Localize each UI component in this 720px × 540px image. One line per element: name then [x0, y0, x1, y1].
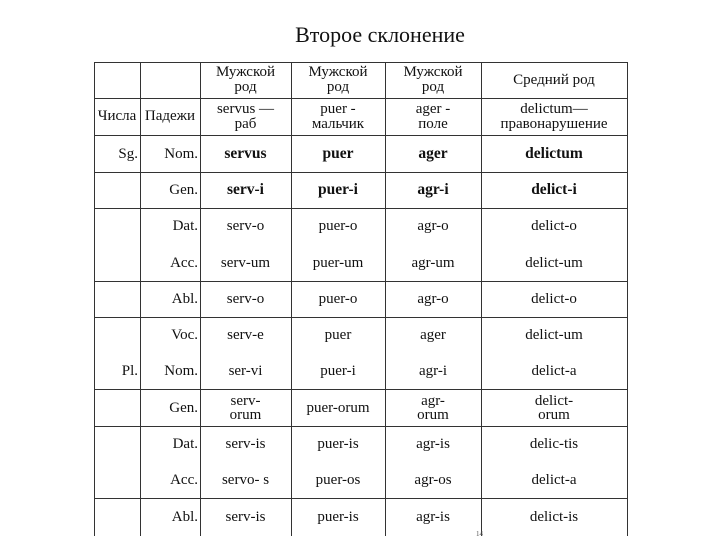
number-cell: [96, 244, 138, 281]
form-cell: delict-um: [525, 254, 583, 271]
form-cell: serv-o: [226, 291, 265, 307]
header-word-cell: ager - поле: [415, 100, 451, 132]
number-cell: [96, 498, 138, 535]
number-cell: [96, 208, 138, 244]
form-cell: agr-i: [417, 181, 449, 198]
form-cell: delict-o: [531, 291, 577, 307]
number-cell: [96, 317, 138, 353]
number-cell: [96, 389, 138, 426]
header-word-cell: delictum— правонарушение: [500, 100, 608, 132]
form-cell: servus: [224, 144, 267, 162]
case-cell: Dat.: [172, 218, 198, 234]
form-cell: agr-os: [414, 472, 452, 488]
case-cell: Acc.: [170, 254, 198, 271]
case-cell: Voc.: [171, 327, 198, 343]
header-word-cell: servus — раб: [216, 100, 275, 132]
case-cell: Nom.: [164, 363, 198, 379]
form-cell: agr-o: [417, 218, 449, 234]
column-divider: [94, 62, 95, 536]
case-cell: Dat.: [172, 436, 198, 452]
header-word-cell: puer - мальчик: [311, 100, 365, 132]
form-cell: ager: [420, 327, 446, 343]
number-cell: [96, 462, 138, 498]
form-cell: agr-is: [416, 508, 450, 525]
form-cell: ager: [418, 144, 448, 162]
form-cell: agr- orum: [417, 392, 449, 423]
header-gender-cell: Мужской род: [403, 64, 463, 95]
form-cell: serv-e: [227, 327, 264, 343]
header-word-cell: Числа: [97, 108, 137, 124]
form-cell: agr-um: [411, 254, 455, 271]
form-cell: puer-is: [317, 508, 359, 525]
header-word-cell: Падежи: [144, 108, 196, 124]
form-cell: serv-is: [225, 436, 266, 452]
page-title: Второе склонение: [295, 22, 465, 47]
form-cell: delictum: [525, 144, 583, 162]
form-cell: puer-os: [315, 472, 361, 488]
header-gender-cell: [142, 62, 198, 98]
column-divider: [627, 62, 628, 536]
case-cell: Acc.: [170, 472, 198, 488]
form-cell: delict-um: [525, 327, 583, 343]
case-cell: Abl.: [171, 291, 198, 307]
form-cell: serv-is: [225, 508, 266, 525]
form-cell: serv-o: [226, 218, 265, 234]
case-cell: Gen.: [169, 399, 198, 416]
header-gender-cell: Средний род: [513, 71, 595, 88]
form-cell: servo- s: [221, 472, 270, 488]
number-cell: Sg.: [118, 145, 138, 162]
case-cell: Gen.: [169, 182, 198, 198]
form-cell: delict-a: [531, 363, 577, 379]
form-cell: puer: [322, 144, 354, 162]
form-cell: puer-um: [312, 254, 364, 271]
column-divider: [291, 62, 292, 536]
form-cell: puer-is: [317, 436, 359, 452]
form-cell: delict-o: [531, 218, 577, 234]
case-cell: Abl.: [171, 508, 198, 525]
case-cell: Nom.: [164, 145, 198, 162]
form-cell: puer-i: [318, 181, 358, 198]
page-number: 14: [476, 530, 483, 538]
form-cell: puer-o: [318, 291, 358, 307]
column-divider: [385, 62, 386, 536]
column-divider: [200, 62, 201, 536]
column-divider: [140, 62, 141, 536]
form-cell: delict-i: [531, 181, 577, 198]
form-cell: ser-vi: [228, 363, 263, 379]
form-cell: puer-o: [318, 218, 358, 234]
number-cell: [96, 172, 138, 208]
form-cell: delict- orum: [534, 392, 574, 423]
header-gender-cell: Мужской род: [215, 64, 276, 95]
header-gender-cell: Мужской род: [308, 64, 368, 95]
form-cell: puer-orum: [306, 399, 370, 416]
form-cell: agr-i: [418, 363, 447, 379]
form-cell: delict-a: [531, 472, 577, 488]
header-gender-cell: [96, 62, 138, 98]
form-cell: serv-i: [226, 181, 264, 198]
number-cell: [96, 281, 138, 317]
form-cell: puer-i: [320, 363, 356, 379]
form-cell: delict-is: [529, 508, 579, 525]
form-cell: agr-o: [417, 291, 449, 307]
form-cell: serv- orum: [229, 392, 262, 423]
column-divider: [481, 62, 482, 536]
form-cell: puer: [324, 327, 352, 343]
form-cell: serv-um: [220, 254, 271, 271]
form-cell: delic-tis: [529, 436, 579, 452]
number-cell: Pl.: [121, 363, 138, 379]
number-cell: [96, 426, 138, 462]
form-cell: agr-is: [416, 436, 450, 452]
